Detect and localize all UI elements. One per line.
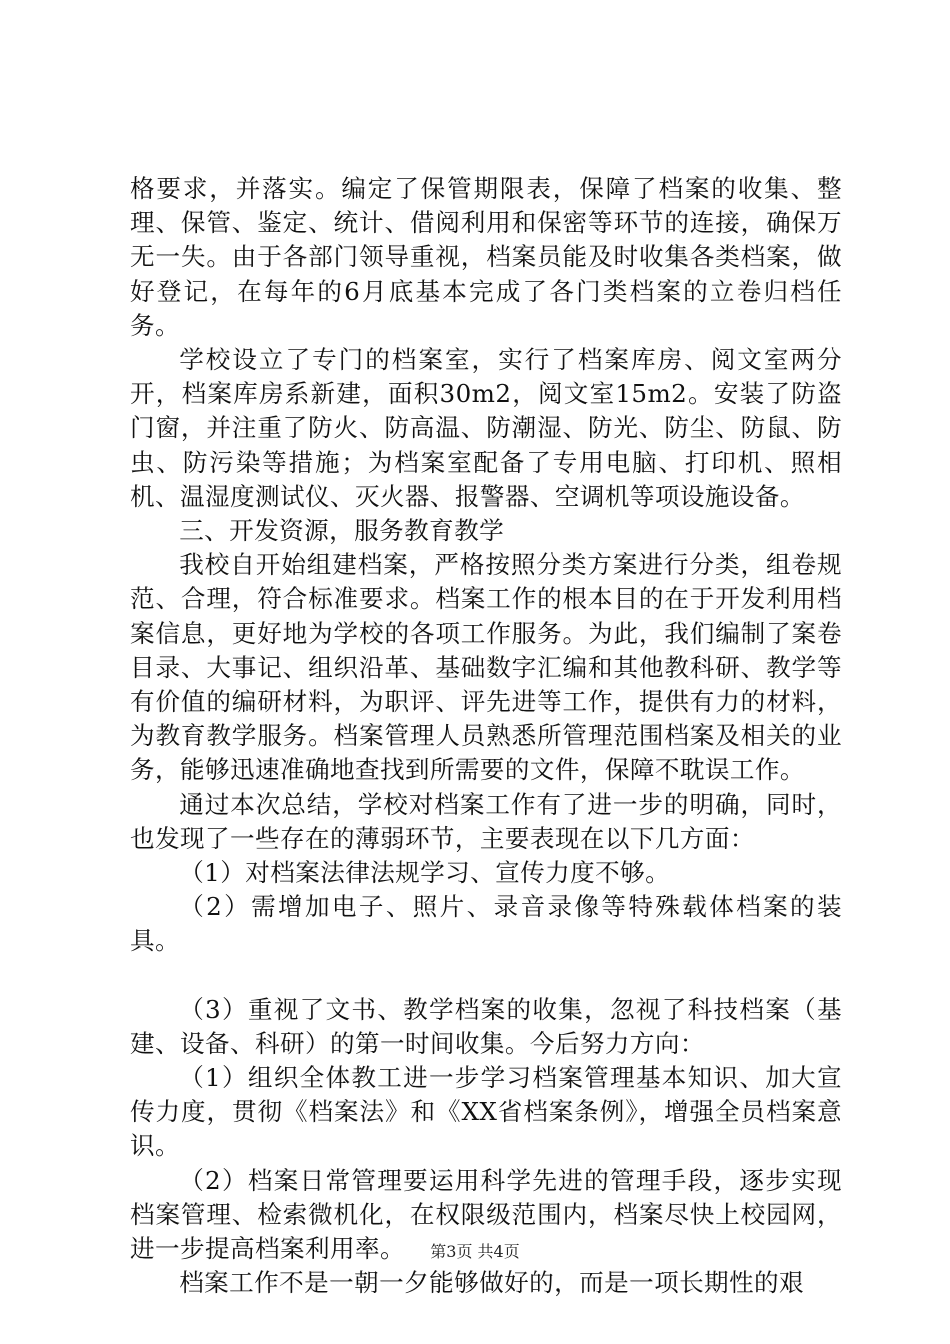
- paragraph-continuation: 格要求，并落实。编定了保管期限表，保障了档案的收集、整理、保管、鉴定、统计、借阅利用和保密等环节的连接，确保万无一失。由于各部门领导重视，档案员能及时收集各类档案，做好登记，在每年的6月底基本完成了各门类档案的立卷归档任务。: [130, 174, 842, 340]
- document-body: [130, 172, 842, 1301]
- paragraph-archive-room: 学校设立了专门的档案室，实行了档案库房、阅文室两分开，档案库房系新建，面积30m2，阅文室15m2。安装了防盗门窗，并注重了防火、防高温、防潮湿、防光、防尘、防鼠、防虫、防污染等措施；为档案室配备了专用电脑、打印机、照相机、温湿度测试仪、灭火器、报警器、空调机等项设施设备。: [130, 345, 842, 511]
- list-item-weakness-2: （2）需增加电子、照片、录音录像等特殊载体档案的装具。: [130, 892, 842, 956]
- list-item-direction-2: （2）档案日常管理要运用科学先进的管理手段，逐步实现档案管理、检索微机化，在权限级范围内，档案尽快上校园网，进一步提高档案利用率。: [130, 1165, 842, 1264]
- list-item-direction-1: （1）组织全体教工进一步学习档案管理基本知识、加大宣传力度，贯彻《档案法》和《XX省档案条例》，增强全员档案意识。: [130, 1063, 842, 1161]
- paragraph-closing: 档案工作不是一朝一夕能够做好的，而是一项长期性的艰: [179, 1268, 805, 1298]
- section-heading: 三、开发资源，服务教育教学: [179, 516, 505, 546]
- page-footer: 第3页 共4页: [430, 1242, 520, 1261]
- paragraph-summary: 通过本次总结，学校对档案工作有了进一步的明确，同时，也发现了一些存在的薄弱环节，主要表现在以下几方面：: [130, 789, 842, 853]
- paragraph-resources: 我校自开始组建档案，严格按照分类方案进行分类，组卷规范、合理，符合标准要求。档案工作的根本目的在于开发利用档案信息，更好地为学校的各项工作服务。为此，我们编制了案卷目录、大事记、组织沿革、基础数字汇编和其他教科研、教学等有价值的编研材料，为职评、评先进等工作，提供有力的材料，为教育教学服务。档案管理人员熟悉所管理范围档案及相关的业务，能够迅速准确地查找到所需要的文件，保障不耽误工作。: [130, 550, 842, 785]
- blank-line: [130, 959, 842, 993]
- list-item-weakness-3: （3）重视了文书、教学档案的收集，忽视了科技档案（基建、设备、科研）的第一时间收集。今后努力方向：: [130, 994, 842, 1058]
- list-item-weakness-1: （1）对档案法律法规学习、宣传力度不够。: [179, 858, 671, 888]
